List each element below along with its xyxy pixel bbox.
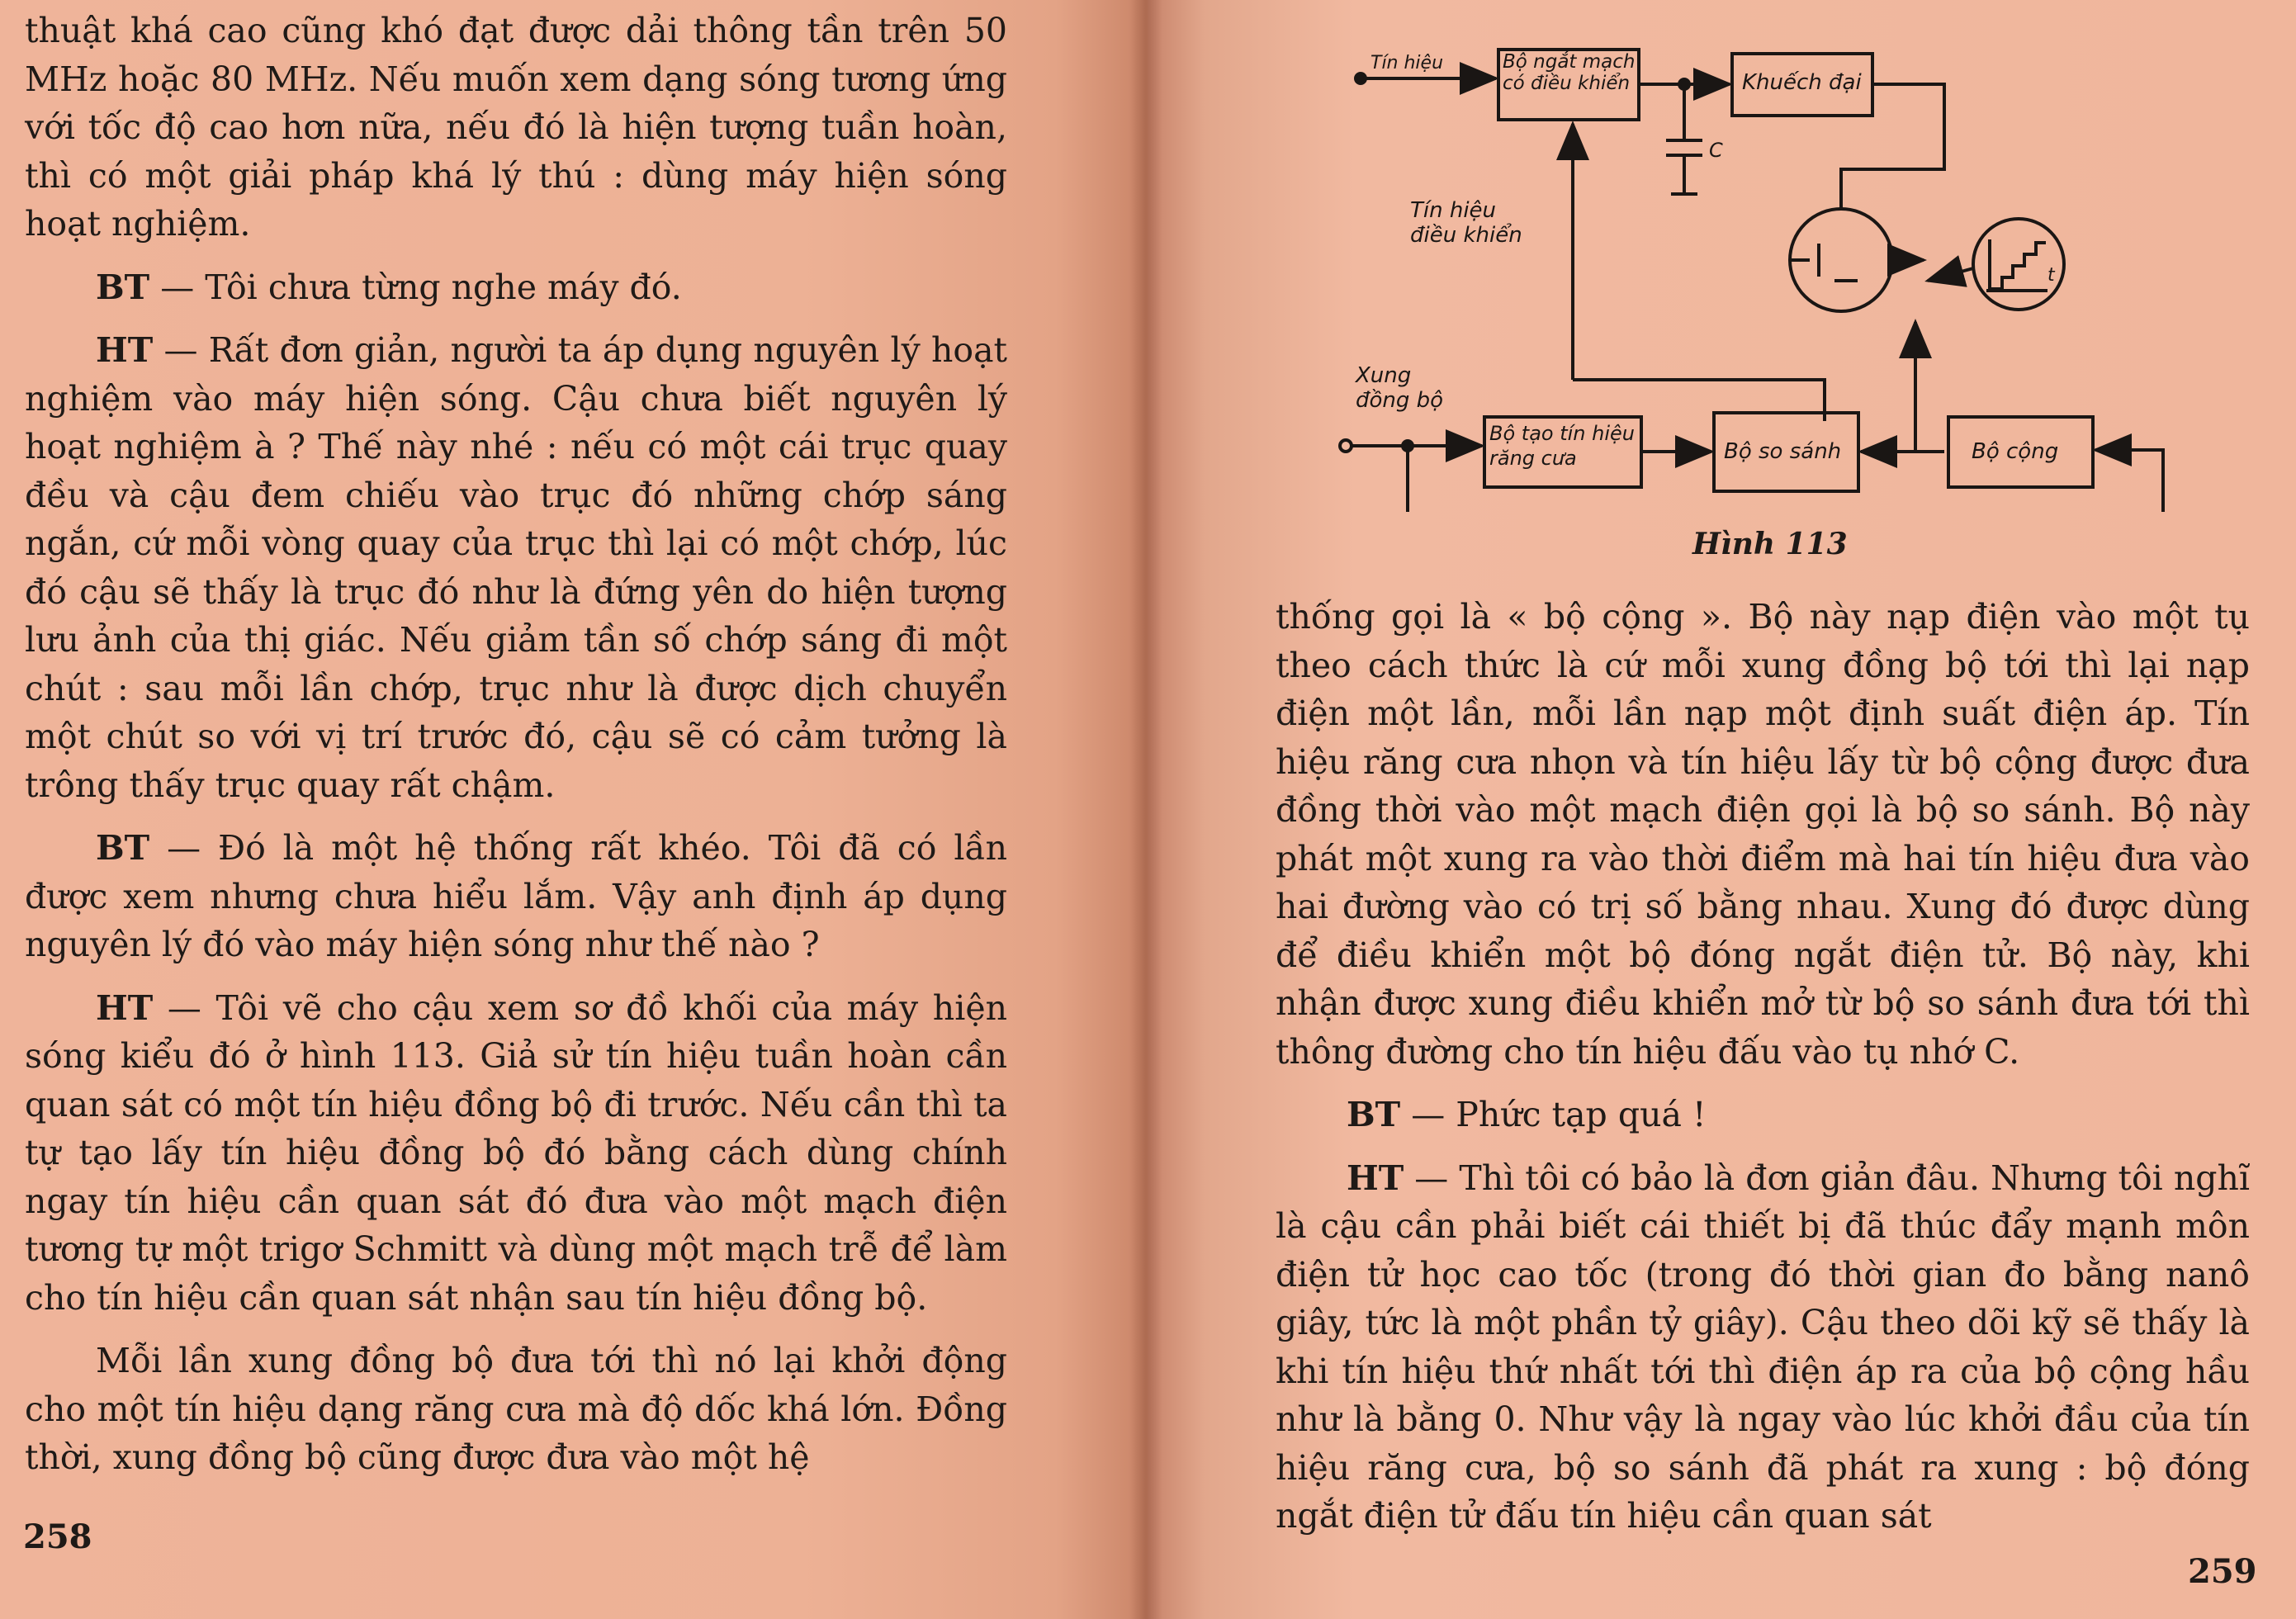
capacitor-label: C: [1709, 139, 1723, 162]
paragraph-text: — Phức tạp quá !: [1400, 1095, 1707, 1134]
speaker-label: BT: [96, 267, 150, 307]
speaker-label: HT: [1347, 1157, 1404, 1198]
paragraph-text: thống gọi là « bộ cộng ». Bộ này nạp điện vào một tụ theo cách thức là cứ mỗi xung đồng bộ tới thì lại nạp điện một lần, mỗi lần nạp một định suất điện áp. Tín hiệu răng cưa nhọn và tín hiệu lấy từ bộ cộng được đưa đồng thời vào một mạch điện gọi là bộ so sánh. Bộ này phát một xung ra vào thời điểm mà hai tín hiệu đưa vào hai đường vào có trị số bằng nhau. Xung đó được dùng để điều khiển một bộ đóng ngắt điện tử. Bộ này, khi nhận được xung điều khiển mở từ bộ so sánh đưa tới thì thông đường cho tín hiệu đấu vào tụ nhớ C.: [1276, 597, 2250, 1072]
left-page-text: [25, 7, 1007, 1497]
paragraph: [1276, 593, 2250, 1076]
page-number-left: 258: [23, 1517, 92, 1556]
paragraph: [25, 263, 1007, 312]
controlled-switch-label: Bộ ngắt mạch có điều khiển: [1503, 51, 1636, 94]
paragraph: [1276, 1091, 2250, 1139]
sync-input-terminal: [1340, 440, 1352, 452]
paragraph-text: thuật khá cao cũng khó đạt được dải thông tần trên 50 MHz hoặc 80 MHz. Nếu muốn xem dạng sóng tương ứng với tốc độ cao hơn nữa, nếu đó là hiện tượng tuần hoàn, thì có một giải pháp khá lý thú : dùng máy hiện sóng hoạt nghiệm.: [25, 11, 1007, 244]
paragraph: [25, 984, 1007, 1323]
paragraph: [25, 824, 1007, 969]
input-terminal: [1356, 73, 1366, 83]
time-axis-label: t: [2047, 265, 2055, 286]
paragraph-text: — Tôi vẽ cho cậu xem sơ đồ khối của máy hiện sóng kiểu đó ở hình 113. Giả sử tín hiệu tuần hoàn cần quan sát có một tín hiệu đồng bộ đi trước. Nếu cần thì ta tự tạo lấy tín hiệu đồng bộ đó bằng cách dùng chính ngay tín hiệu cần quan sát đó đưa vào một mạch điện tương tự một trigơ Schmitt và dùng một mạch trễ để làm cho tín hiệu cần quan sát nhận sau tín hiệu đồng bộ.: [25, 987, 1007, 1318]
paragraph: [25, 1337, 1007, 1482]
control-signal-label: Tín hiệu điều khiển: [1410, 198, 1522, 248]
input-signal-label: Tín hiệu: [1370, 53, 1444, 73]
paragraph-text: — Tôi chưa từng nghe máy đó.: [149, 267, 682, 307]
sawtooth-generator-label: Bộ tạo tín hiệu răng cưa: [1489, 422, 1635, 470]
paragraph: [1276, 1154, 2250, 1541]
speaker-label: BT: [1347, 1095, 1401, 1134]
paragraph-text: — Rất đơn giản, người ta áp dụng nguyên lý hoạt nghiệm vào máy hiện sóng. Cậu chưa biết nguyên lý hoạt nghiệm à ? Thế này nhé : nếu có một cái trục quay đều và cậu đem chiếu vào trục đó những chớp sáng ngắn, cứ mỗi vòng quay của trục thì lại có một chớp, lúc đó cậu sẽ thấy là trục đó như là đứng yên do hiện tượng lưu ảnh của thị giác. Nếu giảm tần số chớp sáng đi một chút : sau mỗi lần chớp, trục như là được dịch chuyển một chút so với vị trí trước đó, cậu sẽ có cảm tưởng là trông thấy trục quay rất chậm.: [25, 330, 1007, 805]
figure-caption: Hình 113: [1692, 527, 1848, 561]
book-gutter: [1129, 0, 1162, 1619]
paragraph: [25, 326, 1007, 809]
adder-label: Bộ cộng: [1972, 439, 2059, 464]
sync-pulse-label: Xung đồng bộ: [1356, 363, 1444, 413]
amplifier-label: Khuếch đại: [1742, 70, 1862, 95]
page-number-right: 259: [2188, 1552, 2257, 1591]
speaker-label: HT: [96, 330, 154, 370]
paragraph-text: — Đó là một hệ thống rất khéo. Tôi đã có lần được xem nhưng chưa hiểu lắm. Vậy anh định áp dụng nguyên lý đó vào máy hiện sóng như thế nào ?: [25, 828, 1007, 964]
speaker-label: HT: [96, 987, 154, 1028]
amp-to-crt-wire: [1841, 84, 1944, 211]
paragraph-text: — Thì tôi có bảo là đơn giản đâu. Nhưng tôi nghĩ là cậu cần phải biết cái thiết bị đã thúc đẩy mạnh môn điện tử học cao tốc (trong đó thời gian đo bằng nanô giây, tức là một phần tỷ giây). Cậu theo dõi kỹ sẽ thấy là khi tín hiệu thứ nhất tới thì điện áp ra của bộ cộng hầu như là bằng 0. Như vậy là ngay vào lúc khởi đầu của tín hiệu răng cưa, bộ so sánh đã phát ra xung : bộ đóng ngắt điện tử đấu tín hiệu cần quan sát: [1276, 1157, 2250, 1536]
paragraph-text: Mỗi lần xung đồng bộ đưa tới thì nó lại khởi động cho một tín hiệu dạng răng cưa mà độ dốc khá lớn. Đồng thời, xung đồng bộ cũng được đưa vào một hệ: [25, 1341, 1007, 1477]
comparator-label: Bộ so sánh: [1724, 439, 1842, 464]
block-diagram-figure: [1337, 33, 2188, 512]
speaker-label: BT: [96, 828, 150, 868]
paragraph: [25, 7, 1007, 249]
right-page-text: [1276, 593, 2250, 1555]
